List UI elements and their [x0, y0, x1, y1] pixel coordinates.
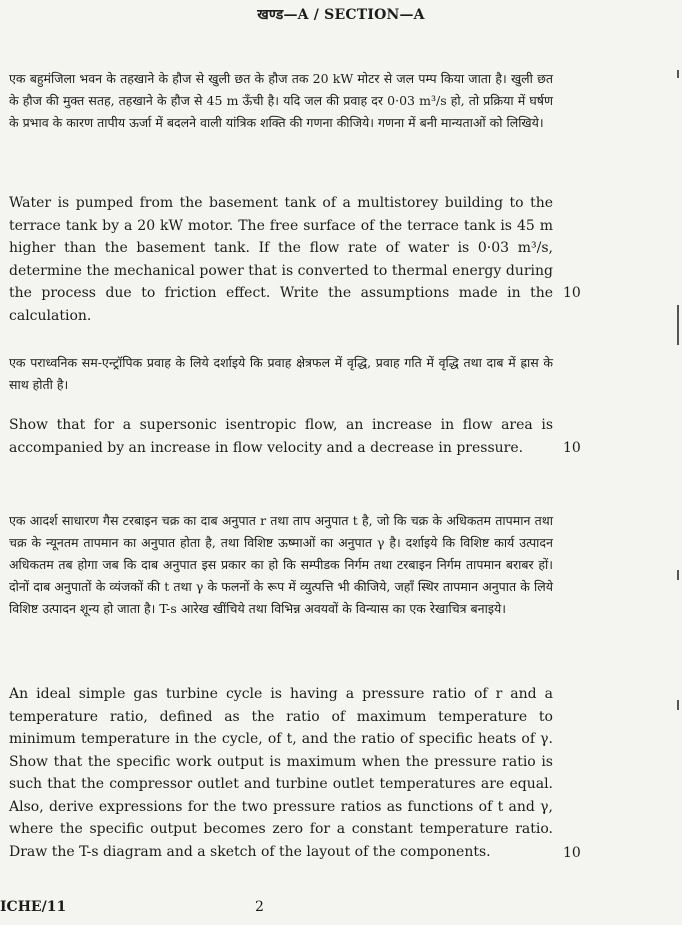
- question-2-hindi: एक पराध्वनिक सम-एन्ट्रॉपिक प्रवाह के लिये दर्शाइये कि प्रवाह क्षेत्रफल में वृद्धि, प्रवाह गति में वृद्धि तथा दाब में ह्रास के साथ होती है।: [9, 355, 553, 392]
- question-3-hindi: एक आदर्श साधारण गैस टरबाइन चक्र का दाब अनुपात r तथा ताप अनुपात t है, जो कि चक्र के अधिकतम तापमान तथा चक्र के न्यूनतम तापमान का अनुपात होता है, तथा विशिष्ट ऊष्माओं का अनुपात γ है। दर्शाइये कि विशिष्ट कार्य उत्पादन अधिकतम तब होगा जब कि दाब अनुपात इस प्रकार का हो कि सम्पीडक निर्गम तथा टरबाइन निर्गम तापमान बराबर हों। दोनों दाब अनुपातों के व्यंजकों की t तथा γ के फलनों के रूप में व्युत्पत्ति भी कीजिये, जहाँ स्थिर तापमान अनुपात के लिये विशिष्ट उत्पादन शून्य हो जाता है। T-s आरेख खींचिये तथा विभिन्न अवयवों के विन्यास का एक रेखाचित्र बनाइये।: [9, 513, 553, 616]
- question-2-marks: 10: [563, 440, 581, 456]
- question-1-english-block: [9, 192, 553, 327]
- question-2-english: Show that for a supersonic isentropic flow, an increase in flow area is accompanied by an increase in flow velocity and a decrease in pressure.: [9, 417, 553, 456]
- question-3-english-block: [9, 683, 553, 863]
- scan-mark: [677, 570, 679, 580]
- question-3-marks: 10: [563, 845, 581, 861]
- scan-mark: [677, 305, 679, 345]
- question-1-marks: 10: [563, 285, 581, 301]
- paper-code: ICHE/11: [0, 899, 67, 915]
- question-1-english: Water is pumped from the basement tank of a multistorey building to the terrace tank by a 20 kW motor. The free surface of the terrace tank is 45 m higher than the basement tank. If the flow rate of water is 0·03 m³/s, determine the mechanical power that is converted to thermal energy during the process due to friction effect. Write the assumptions made in the calculation.: [9, 195, 553, 324]
- question-3-english: An ideal simple gas turbine cycle is having a pressure ratio of r and a temperature ratio, defined as the ratio of maximum temperature to minimum temperature in the cycle, of t, and the ratio of specific heats of γ. Show that the specific work output is maximum when the pressure ratio is such that the compressor outlet and turbine outlet temperatures are equal. Also, derive expressions for the two pressure ratios as functions of t and γ, where the specific output becomes zero for a constant temperature ratio. Draw the T-s diagram and a sketch of the layout of the components.: [9, 686, 553, 860]
- question-1: [9, 68, 553, 134]
- scan-mark: [677, 70, 679, 78]
- section-header: खण्ड—A / SECTION—A: [257, 7, 425, 23]
- question-3: [9, 510, 553, 620]
- question-2-english-block: [9, 414, 553, 459]
- page-number: 2: [255, 899, 264, 915]
- question-2: [9, 352, 553, 396]
- question-1-hindi: एक बहुमंजिला भवन के तहखाने के हौज से खुली छत के हौज तक 20 kW मोटर से जल पम्प किया जाता है। खुली छत के हौज की मुक्त सतह, तहखाने के हौज से 45 m ऊँची है। यदि जल की प्रवाह दर 0·03 m³/s हो, तो प्रक्रिया में घर्षण के प्रभाव के कारण तापीय ऊर्जा में बदलने वाली यांत्रिक शक्ति की गणना कीजिये। गणना में बनी मान्यताओं को लिखिये।: [9, 71, 553, 130]
- scan-mark: [677, 700, 679, 710]
